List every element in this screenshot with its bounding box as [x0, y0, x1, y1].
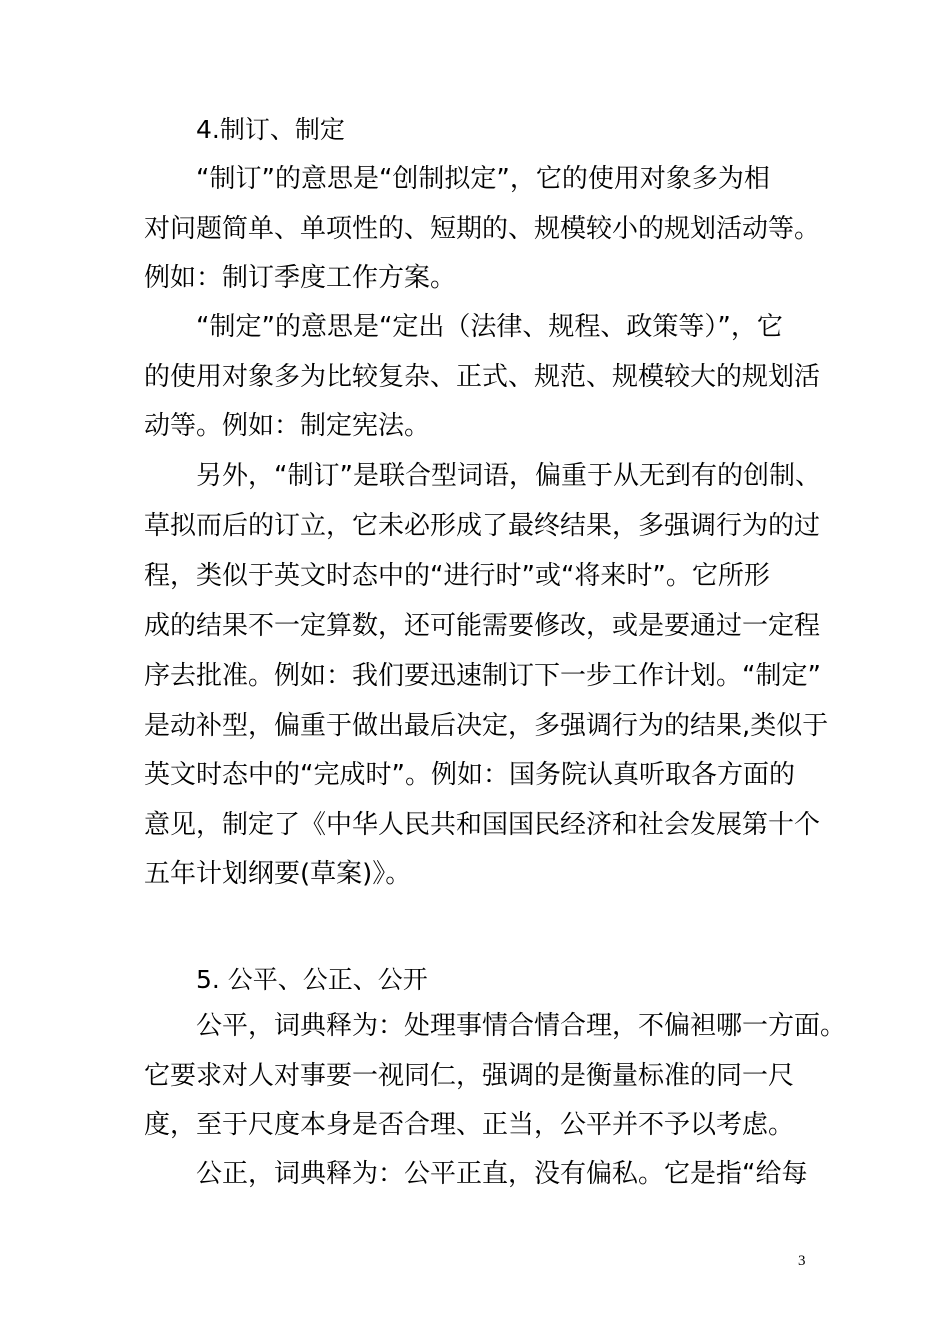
paragraph-line: 意见，制定了《中华人民共和国国民经济和社会发展第十个: [144, 810, 821, 840]
section-heading-5: 5. 公平、公正、公开: [196, 965, 428, 994]
paragraph-line: 草拟而后的订立，它未必形成了最终结果，多强调行为的过: [144, 511, 821, 541]
paragraph-line: 五年计划纲要(草案)》。: [144, 859, 412, 889]
paragraph-line: 程，类似于英文时态中的“进行时”或“将来时”。它所形: [144, 561, 770, 591]
paragraph-line: “制定”的意思是“定出（法律、规程、政策等）”，它: [196, 312, 783, 342]
paragraph-line: 公平，词典释为：处理事情合情合理，不偏袒哪一方面。: [196, 1011, 847, 1041]
paragraph-line: 是动补型，偏重于做出最后决定，多强调行为的结果,类似于: [144, 711, 829, 741]
paragraph-line: 序去批准。例如：我们要迅速制订下一步工作计划。“制定”: [144, 661, 821, 691]
paragraph-line: 成的结果不一定算数，还可能需要修改，或是要通过一定程: [144, 611, 821, 641]
paragraph-line: 公正，词典释为：公平正直，没有偏私。它是指“给每: [196, 1159, 808, 1189]
paragraph-line: 度，至于尺度本身是否合理、正当，公平并不予以考虑。: [144, 1110, 795, 1140]
paragraph-line: 例如：制订季度工作方案。: [144, 263, 457, 293]
section-heading-4: 4.制订、制定: [196, 115, 345, 144]
page-number: 3: [798, 1253, 806, 1269]
paragraph-line: 它要求对人对事要一视同仁，强调的是衡量标准的同一尺: [144, 1061, 795, 1091]
paragraph-line: 另外，“制订”是联合型词语，偏重于从无到有的创制、: [196, 461, 821, 491]
paragraph-line: 英文时态中的“完成时”。例如：国务院认真听取各方面的: [144, 760, 795, 790]
paragraph-line: 对问题简单、单项性的、短期的、规模较小的规划活动等。: [144, 214, 821, 244]
paragraph-line: 的使用对象多为比较复杂、正式、规范、规模较大的规划活: [144, 362, 821, 392]
paragraph-line: “制订”的意思是“创制拟定”，它的使用对象多为相: [196, 164, 770, 194]
paragraph-line: 动等。例如：制定宪法。: [144, 411, 431, 441]
